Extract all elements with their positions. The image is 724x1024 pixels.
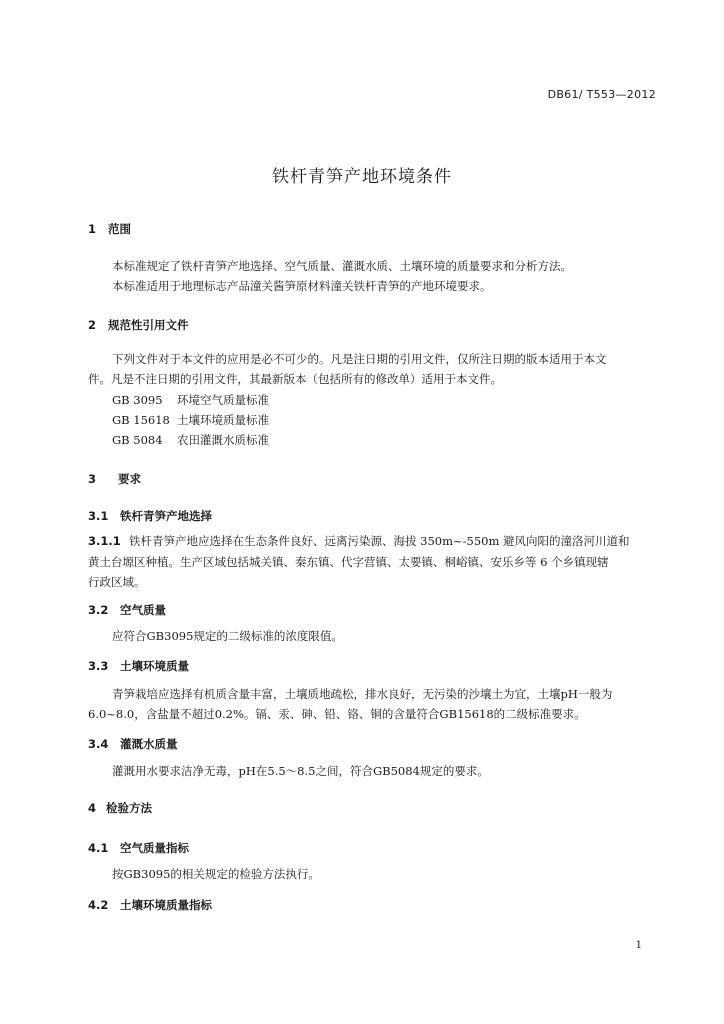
reference-item xyxy=(112,432,269,448)
clause-number: 3.1.1 xyxy=(88,534,121,548)
section-title: 规范性引用文件 xyxy=(108,318,189,332)
reference-item xyxy=(112,412,269,428)
paragraph-line: 铁杆青笋产地应选择在生态条件良好、远离污染源、海拔 350m~-550m 避风向阳的潼洛河川道和 xyxy=(129,534,630,548)
paragraph: 应符合GB3095规定的二级标准的浓度限值。 xyxy=(112,629,343,643)
section-title: 土壤环境质量 xyxy=(120,659,189,673)
reference-code: GB 15618 xyxy=(112,413,170,427)
paragraph: 灌溉用水要求洁净无毒，pH在5.5～8.5之间，符合GB5084规定的要求。 xyxy=(112,764,489,778)
reference-name: 农田灌溉水质标准 xyxy=(177,433,269,447)
reference-name: 土壤环境质量标准 xyxy=(177,413,269,427)
section-number: 3.2 xyxy=(88,603,109,617)
subsection-heading-3-4 xyxy=(88,736,178,752)
clause-3-1-1 xyxy=(88,531,658,552)
paragraph: 按GB3095的相关规定的检验方法执行。 xyxy=(112,867,320,881)
document-code: DB61/ T553—2012 xyxy=(547,88,656,101)
paragraph-line: 黄土台塬区种植。生产区域包括城关镇、秦东镇、代字营镇、太要镇、桐峪镇、安乐乡等 6 个乡镇现辖 xyxy=(88,555,609,569)
paragraph-line: 下列文件对于本文件的应用是必不可少的。凡是注日期的引用文件，仅所注日期的版本适用于本文 xyxy=(112,352,607,366)
paragraph-line: 6.0~8.0，含盐量不超过0.2%。镉、汞、砷、铅、铬、铜的含量符合GB15618的二级标准要求。 xyxy=(88,707,586,721)
section-title: 灌溉水质量 xyxy=(120,737,178,751)
section-number: 1 xyxy=(88,222,97,236)
section-number: 2 xyxy=(88,318,97,332)
section-heading-1 xyxy=(88,221,131,237)
section-title: 空气质量 xyxy=(120,603,166,617)
section-number: 4.2 xyxy=(88,898,109,912)
section-title: 检验方法 xyxy=(106,801,152,815)
section-title: 范围 xyxy=(108,222,131,236)
subsection-heading-4-2 xyxy=(88,897,212,913)
section-number: 3.4 xyxy=(88,737,109,751)
reference-name: 环境空气质量标准 xyxy=(177,393,269,407)
paragraph-line: 青笋栽培应选择有机质含量丰富，土壤质地疏松，排水良好，无污染的沙壤土为宜，土壤pH一般为 xyxy=(112,687,613,701)
paragraph-line: 件。凡是不注日期的引用文件，其最新版本（包括所有的修改单）适用于本文件。 xyxy=(88,372,502,386)
section-title: 铁杆青笋产地选择 xyxy=(120,509,212,523)
section-title: 土壤环境质量指标 xyxy=(120,898,212,912)
paragraph: 本标准适用于地理标志产品潼关酱笋原材料潼关铁杆青笋的产地环境要求。 xyxy=(112,279,492,293)
subsection-heading-3-1 xyxy=(88,508,212,524)
subsection-heading-3-3 xyxy=(88,658,189,674)
section-title: 要求 xyxy=(118,472,141,486)
section-number: 4 xyxy=(88,801,97,815)
section-number: 3 xyxy=(88,472,97,486)
document-title: 铁杆青笋产地环境条件 xyxy=(272,167,452,187)
subsection-heading-3-2 xyxy=(88,602,166,618)
paragraph: 本标准规定了铁杆青笋产地选择、空气质量、灌溉水质、土壤环境的质量要求和分析方法。 xyxy=(112,259,572,273)
section-heading-3 xyxy=(88,471,141,487)
subsection-heading-4-1 xyxy=(88,840,189,856)
reference-code: GB 5084 xyxy=(112,433,163,447)
paragraph-line: 行政区域。 xyxy=(88,575,146,589)
section-heading-2 xyxy=(88,317,189,333)
page-number: 1 xyxy=(635,940,642,951)
section-heading-4 xyxy=(88,800,152,816)
section-number: 3.3 xyxy=(88,659,109,673)
section-number: 4.1 xyxy=(88,841,109,855)
reference-item xyxy=(112,392,269,408)
section-title: 空气质量指标 xyxy=(120,841,189,855)
reference-code: GB 3095 xyxy=(112,393,163,407)
section-number: 3.1 xyxy=(88,509,109,523)
